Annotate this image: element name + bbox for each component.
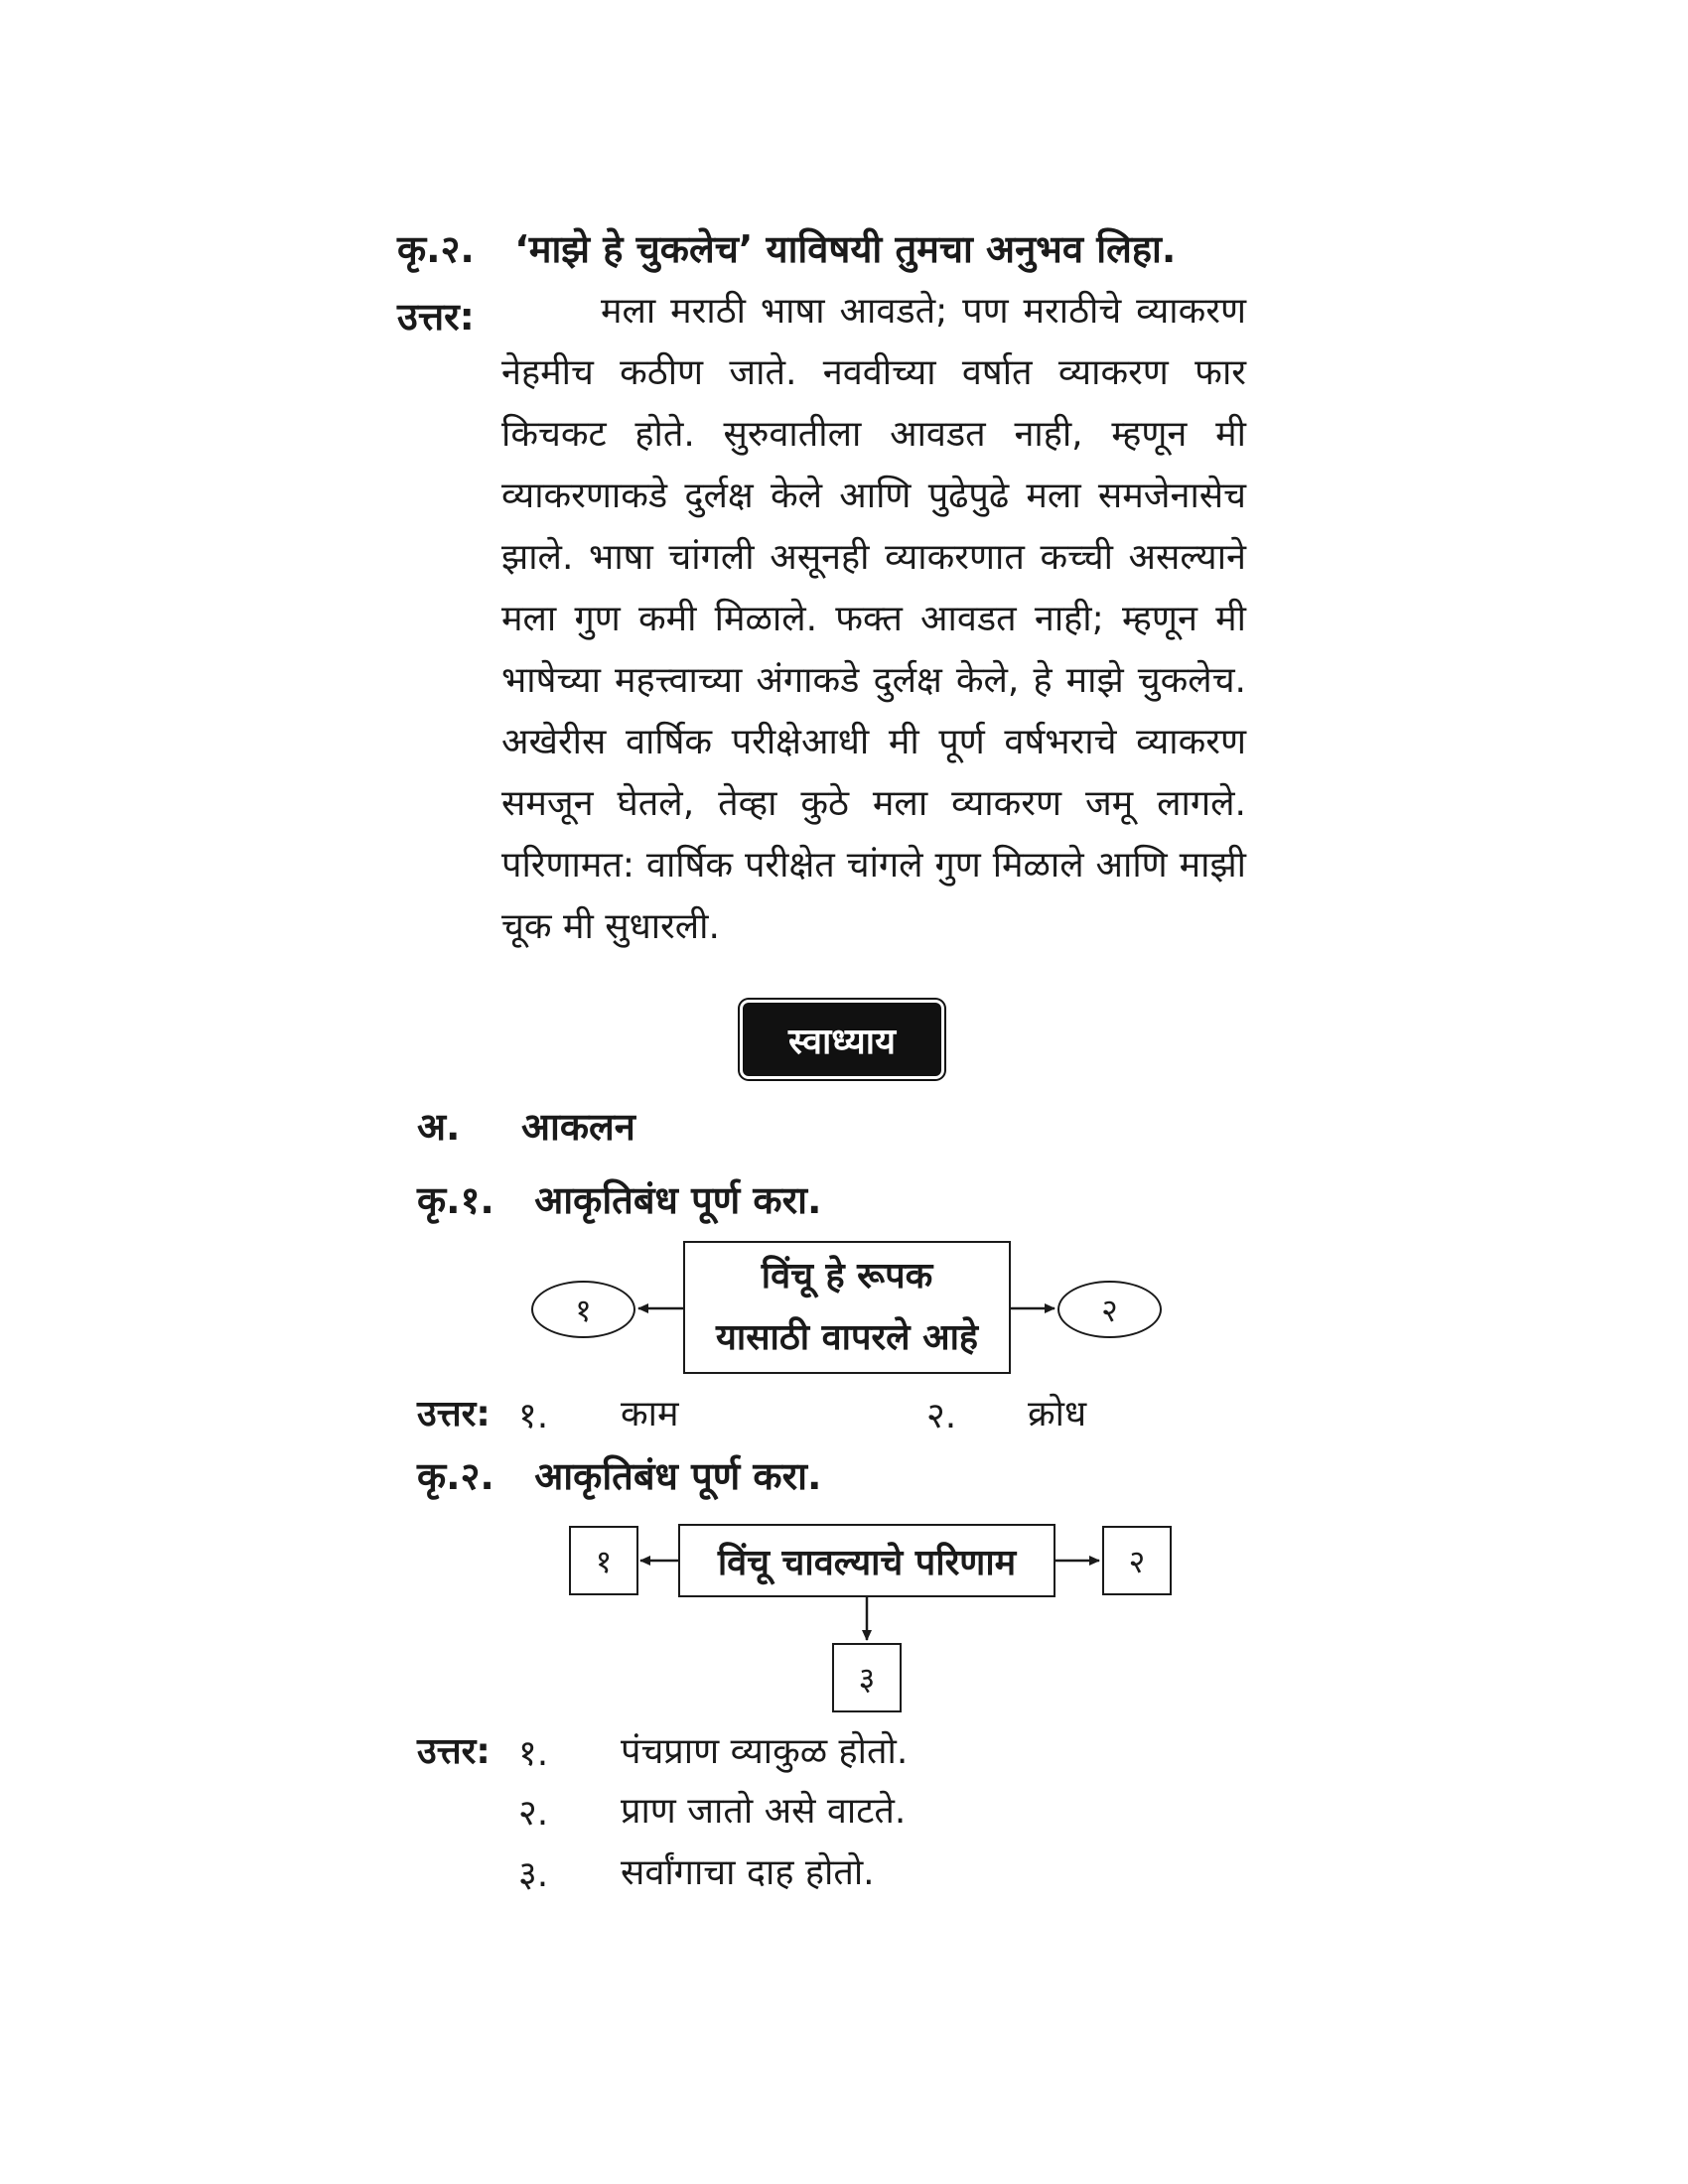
activity-1-title: आकृतिबंध पूर्ण करा. [534,1178,822,1222]
activity-1-answer-2-num: २. [926,1396,957,1436]
activity-1-center-line2: यासाठी वापरले आहे [716,1317,978,1358]
activity-2-left-num: १ [595,1542,613,1580]
activity-1-answer-label: उत्तर: [417,1394,491,1434]
section-banner: स्वाध्याय [743,1003,941,1076]
activity-2-center-box [678,1524,1055,1597]
activity-2-answer-3-text: सर्वांगाचा दाह होतो. [621,1852,875,1893]
answer-label: उत्तर: [397,295,475,339]
activity-1-right-num: २ [1101,1291,1118,1329]
activity-2-answer-label: उत्तर: [417,1731,491,1772]
activity-2-answer-1-text: पंचप्राण व्याकुळ होतो. [621,1731,909,1772]
activity-2-title: आकृतिबंध पूर्ण करा. [534,1454,822,1498]
activity-2-bottom-box [832,1643,902,1712]
section-a-label: अ. [417,1105,461,1149]
activity-1-answer-1-num: १. [518,1396,549,1436]
question-2-text: ‘माझे हे चुकलेच’ याविषयी तुमचा अनुभव लिहा. [514,227,1177,271]
activity-1-label: कृ.१. [417,1178,494,1222]
activity-2-bottom-num: ३ [858,1659,876,1698]
activity-1-answer-2-text: क्रोध [1028,1394,1087,1434]
activity-2-right-box [1102,1526,1172,1595]
activity-2-answer-3-num: ३. [518,1854,549,1895]
activity-2-label: कृ.२. [417,1454,494,1498]
activity-2-answer-2-text: प्राण जातो असे वाटते. [621,1791,907,1832]
activity-1-right-oval [1057,1281,1162,1338]
activity-2-answer-1-num: १. [518,1733,549,1774]
section-a-title: आकलन [521,1105,635,1149]
activity-1-left-num: १ [575,1291,592,1329]
activity-2-left-box [569,1526,638,1595]
activity-1-left-oval [531,1281,635,1338]
activity-2-answer-2-num: २. [518,1793,549,1834]
activity-1-answer-1-text: काम [621,1394,679,1434]
activity-1-center-box [683,1241,1011,1374]
activity-1-center-line1: विंचू हे रूपक [761,1256,933,1297]
activity-2-center-text: विंचू चावल्याचे परिणाम [717,1542,1017,1583]
question-2-label: कृ.२. [397,227,475,271]
activity-2-heading [417,1454,822,1498]
activity-2-right-num: २ [1128,1542,1146,1580]
answer-paragraph-text: मला मराठी भाषा आवडते; पण मराठीचे व्याकरण नेहमीच कठीण जाते. नववीच्या वर्षात व्याकरण फार किचकट होते. सुरुवातीला आवडत नाही, म्हणून मी व्याकरणाकडे दुर्लक्ष केले आणि पुढेपुढे मला समजेनासेच झाले. भाषा चांगली असूनही व्याकरणात कच्ची असल्याने मला गुण कमी मिळाले. फक्त आवडत नाही; म्हणून मी भाषेच्या महत्त्वाच्या अंगाकडे दुर्लक्ष केले, हे माझे चुकलेच. अखेरीस वार्षिक परीक्षेआधी मी पूर्ण वर्षभराचे व्याकरण समजून घेतले, तेव्हा कुठे मला व्याकरण जमू लागले. परिणामत: वार्षिक परीक्षेत चांगले गुण मिळाले आणि माझी चूक मी सुधारली. [501,291,1246,947]
